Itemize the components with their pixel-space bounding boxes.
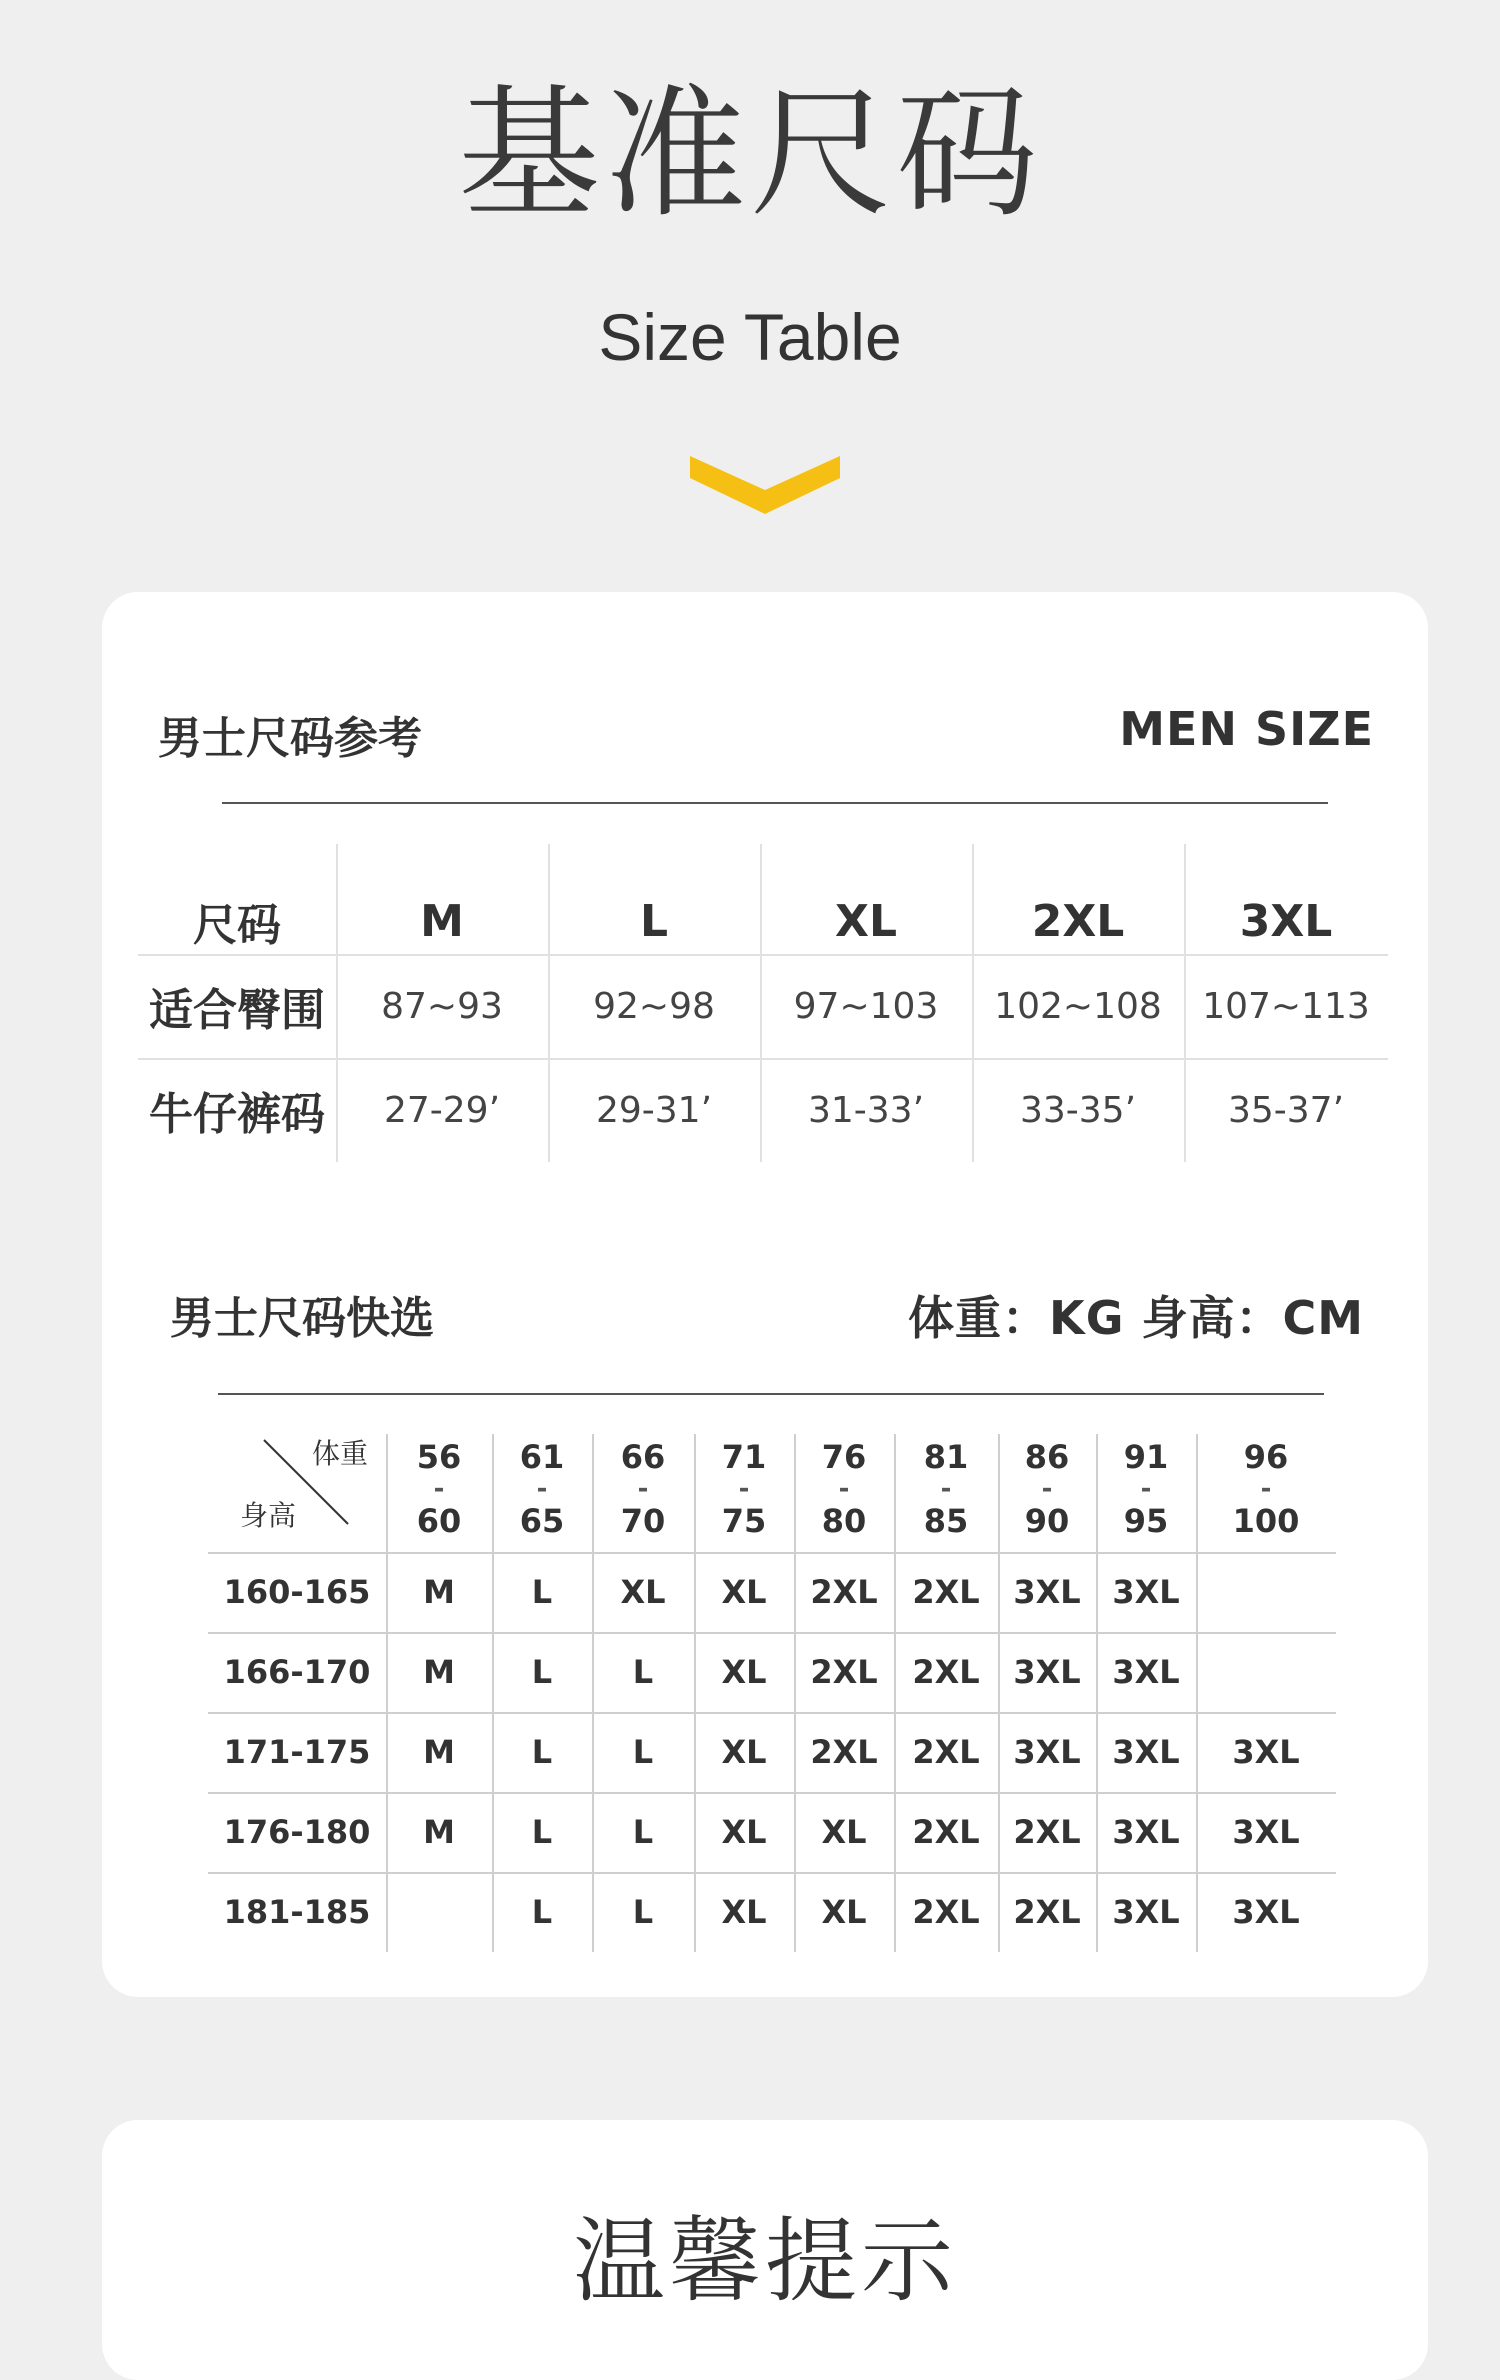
weight-dash: -: [738, 1474, 750, 1504]
size-cell: 3XL: [1112, 1573, 1180, 1611]
weight-max: 65: [519, 1502, 565, 1540]
jeans-value: 29-31’: [595, 1089, 713, 1131]
size-cell: XL: [620, 1573, 666, 1611]
size-cell: XL: [721, 1893, 767, 1931]
grid-line: [208, 1792, 1336, 1794]
weight-dash: -: [940, 1474, 952, 1504]
weight-dash: -: [1041, 1474, 1053, 1504]
page-subtitle: Size Table: [598, 300, 902, 374]
page-title: 基准尺码: [458, 72, 1042, 237]
grid-line: [336, 844, 338, 1162]
hip-value: 87~93: [381, 985, 503, 1027]
size-cell: L: [632, 1653, 654, 1691]
weight-min: 66: [620, 1438, 666, 1476]
grid-line: [760, 844, 762, 1162]
weight-dash: -: [1140, 1474, 1152, 1504]
size-cell: 2XL: [912, 1653, 980, 1691]
weight-max: 75: [721, 1502, 767, 1540]
grid-line: [972, 844, 974, 1162]
size-header: M: [420, 895, 464, 947]
weight-min: 81: [923, 1438, 969, 1476]
weight-range-header: [1196, 1434, 1336, 1544]
size-cell: 2XL: [810, 1733, 878, 1771]
size-cell: XL: [721, 1813, 767, 1851]
weight-min: 91: [1123, 1438, 1169, 1476]
size-cell: 2XL: [810, 1573, 878, 1611]
weight-range-header: [1096, 1434, 1196, 1544]
weight-max: 95: [1123, 1502, 1169, 1540]
size-card: [102, 592, 1428, 1997]
size-reference-table: [138, 844, 1488, 1188]
weight-range-header: [492, 1434, 592, 1544]
weight-dash: -: [838, 1474, 850, 1504]
weight-dash: -: [637, 1474, 649, 1504]
grid-line: [208, 1632, 1336, 1634]
weight-max: 80: [821, 1502, 867, 1540]
height-range: 181-185: [223, 1893, 371, 1931]
size-cell: 2XL: [1013, 1893, 1081, 1931]
tips-title: 温馨提示: [572, 2208, 957, 2315]
row-label: 适合臀围: [149, 985, 325, 1036]
tips-card: [102, 2120, 1428, 2380]
size-header: 3XL: [1239, 895, 1333, 947]
size-cell: 2XL: [912, 1893, 980, 1931]
chevron-down-icon: [690, 456, 840, 518]
grid-line: [794, 1434, 796, 1952]
size-cell: L: [632, 1813, 654, 1851]
grid-line: [694, 1434, 696, 1952]
weight-max: 90: [1024, 1502, 1070, 1540]
corner-height-label: 身高: [240, 1499, 297, 1532]
grid-line: [138, 954, 1388, 956]
weight-max: 100: [1232, 1502, 1300, 1540]
size-header: L: [639, 895, 669, 947]
grid-line: [894, 1434, 896, 1952]
size-cell: 3XL: [1013, 1573, 1081, 1611]
height-range: 160-165: [223, 1573, 371, 1611]
size-cell: [386, 1872, 492, 1952]
weight-range-header: [592, 1434, 694, 1544]
size-cell: 3XL: [1112, 1813, 1180, 1851]
grid-line: [386, 1434, 388, 1952]
divider: [218, 1393, 1324, 1395]
size-cell: [1196, 1552, 1336, 1632]
jeans-value: 31-33’: [807, 1089, 925, 1131]
grid-line: [592, 1434, 594, 1952]
height-range: 171-175: [223, 1733, 371, 1771]
jeans-value: 35-37’: [1227, 1089, 1345, 1131]
men-size-title-en: MEN SIZE: [1119, 702, 1374, 756]
size-cell: 2XL: [912, 1733, 980, 1771]
size-cell: XL: [821, 1893, 867, 1931]
hip-value: 97~103: [793, 985, 939, 1027]
weight-max: 60: [416, 1502, 462, 1540]
size-cell: 2XL: [912, 1573, 980, 1611]
size-cell: XL: [821, 1813, 867, 1851]
weight-min: 61: [519, 1438, 565, 1476]
weight-range-header: [794, 1434, 894, 1544]
weight-range-header: [386, 1434, 492, 1544]
size-cell: L: [531, 1893, 553, 1931]
men-size-title: 男士尺码参考: [158, 713, 422, 764]
size-cell: L: [531, 1573, 553, 1611]
size-cell: 3XL: [1232, 1893, 1300, 1931]
size-cell: XL: [721, 1653, 767, 1691]
size-cell: L: [531, 1653, 553, 1691]
weight-range-header: [894, 1434, 998, 1544]
grid-line: [1184, 844, 1186, 1162]
size-cell: 3XL: [1232, 1813, 1300, 1851]
size-cell: 3XL: [1232, 1733, 1300, 1771]
grid-line: [138, 1058, 1388, 1060]
size-cell: M: [423, 1653, 455, 1691]
size-cell: 3XL: [1112, 1733, 1180, 1771]
height-range: 176-180: [223, 1813, 371, 1851]
weight-dash: -: [433, 1474, 445, 1504]
size-cell: M: [423, 1733, 455, 1771]
weight-min: 71: [721, 1438, 767, 1476]
size-cell: L: [531, 1733, 553, 1771]
quick-pick-table: [208, 1434, 1324, 1944]
corner-weight-label: 体重: [312, 1437, 369, 1470]
quick-pick-title: 男士尺码快选: [170, 1293, 434, 1344]
size-cell: M: [423, 1813, 455, 1851]
size-cell: 3XL: [1013, 1653, 1081, 1691]
grid-line: [492, 1434, 494, 1952]
jeans-value: 33-35’: [1019, 1089, 1137, 1131]
size-header: 2XL: [1031, 895, 1125, 947]
weight-dash: -: [1260, 1474, 1272, 1504]
quick-pick-units: 体重：KG 身高：CM: [908, 1291, 1364, 1345]
weight-min: 86: [1024, 1438, 1070, 1476]
size-cell: L: [531, 1813, 553, 1851]
weight-max: 70: [620, 1502, 666, 1540]
size-cell: 3XL: [1013, 1733, 1081, 1771]
grid-line: [1096, 1434, 1098, 1952]
grid-line: [208, 1552, 1336, 1554]
size-cell: XL: [721, 1733, 767, 1771]
size-cell: 2XL: [1013, 1813, 1081, 1851]
grid-line: [998, 1434, 1000, 1952]
row-label: 牛仔裤码: [149, 1089, 325, 1140]
size-cell: XL: [721, 1573, 767, 1611]
size-header: XL: [835, 895, 897, 947]
size-cell: M: [423, 1573, 455, 1611]
grid-line: [208, 1712, 1336, 1714]
weight-dash: -: [536, 1474, 548, 1504]
weight-min: 56: [416, 1438, 462, 1476]
corner-diagonal: [208, 1434, 386, 1534]
hip-value: 107~113: [1202, 985, 1370, 1027]
divider: [222, 802, 1328, 804]
size-cell: [1196, 1632, 1336, 1712]
hip-value: 92~98: [593, 985, 715, 1027]
height-range: 166-170: [223, 1653, 371, 1691]
jeans-value: 27-29’: [383, 1089, 501, 1131]
grid-line: [1196, 1434, 1198, 1952]
size-cell: 2XL: [912, 1813, 980, 1851]
weight-max: 85: [923, 1502, 969, 1540]
size-cell: 3XL: [1112, 1893, 1180, 1931]
hip-value: 102~108: [994, 985, 1162, 1027]
size-cell: L: [632, 1733, 654, 1771]
weight-min: 76: [821, 1438, 867, 1476]
weight-range-header: [998, 1434, 1096, 1544]
weight-range-header: [694, 1434, 794, 1544]
size-cell: 3XL: [1112, 1653, 1180, 1691]
grid-line: [548, 844, 550, 1162]
grid-line: [208, 1872, 1336, 1874]
row-label: 尺码: [193, 900, 281, 951]
weight-min: 96: [1243, 1438, 1289, 1476]
size-cell: 2XL: [810, 1653, 878, 1691]
size-cell: L: [632, 1893, 654, 1931]
